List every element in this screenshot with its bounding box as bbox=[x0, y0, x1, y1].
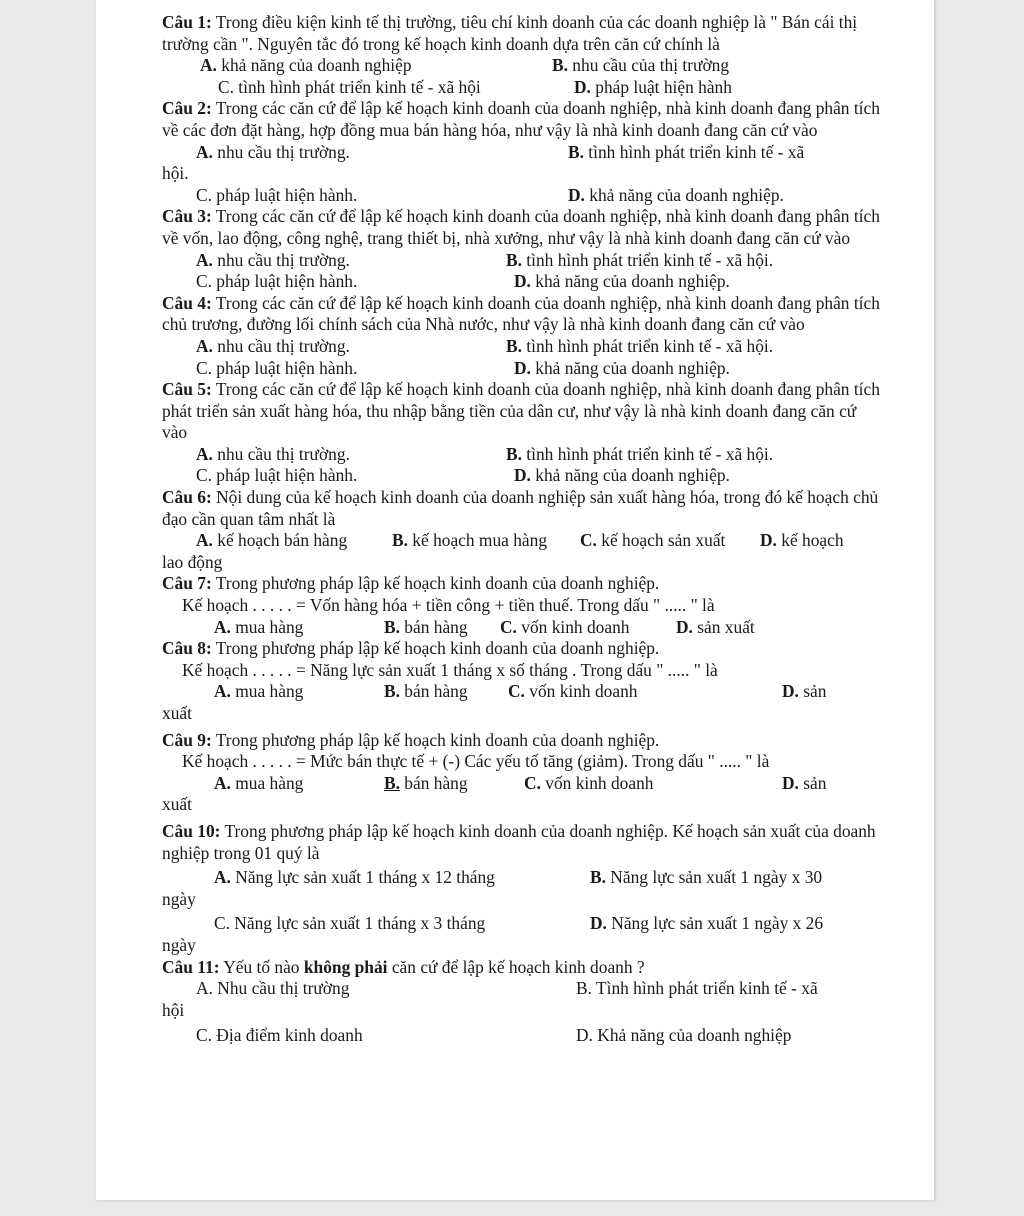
question-stem: Trong phương pháp lập kế hoạch kinh doanh của doanh nghiệp. Kế hoạch sản xuất của doanh nghiệp trong 01 quý là bbox=[162, 820, 876, 863]
question-number: Câu 3: bbox=[162, 206, 212, 227]
option-a: A. mua hàng bbox=[214, 616, 304, 637]
option-wrap: lao động bbox=[162, 551, 223, 572]
question-5 bbox=[162, 379, 882, 444]
option-c: C. pháp luật hiện hành. bbox=[196, 271, 358, 292]
question-number: Câu 2: bbox=[162, 98, 212, 119]
option-b: B. tình hình phát triển kinh tế - xã hội. bbox=[506, 249, 774, 270]
question-number: Câu 8: bbox=[162, 638, 212, 659]
option-wrap: hội bbox=[162, 999, 185, 1020]
option-b: B. bán hàng bbox=[384, 681, 468, 702]
question-stem: Trong các căn cứ để lập kế hoạch kinh doanh của doanh nghiệp, nhà kinh doanh đang phân tích về các đơn đặt hàng, hợp đồng mua bán hàng hóa, như vậy là nhà kinh doanh đang căn cứ vào bbox=[162, 98, 880, 140]
option-d: D. khả năng của doanh nghiệp. bbox=[514, 465, 730, 486]
question-7 bbox=[162, 573, 882, 595]
option-c: C. tình hình phát triển kinh tế - xã hội bbox=[218, 76, 481, 97]
option-d: D. kế hoạch bbox=[760, 530, 844, 551]
option-d: D. pháp luật hiện hành bbox=[574, 76, 732, 97]
option-wrap: ngày bbox=[162, 888, 196, 909]
option-b: B. tình hình phát triển kinh tế - xã hội. bbox=[506, 443, 774, 464]
options-row bbox=[162, 271, 882, 293]
options-row bbox=[162, 336, 882, 358]
option-a: A. nhu cầu thị trường. bbox=[196, 249, 350, 270]
options-row bbox=[162, 913, 882, 935]
option-d: D. Khả năng của doanh nghiệp bbox=[576, 1025, 792, 1046]
options-row bbox=[162, 77, 882, 99]
option-b: B. bán hàng bbox=[384, 772, 468, 793]
options-row bbox=[162, 681, 882, 703]
option-b: B. Tình hình phát triển kinh tế - xã bbox=[576, 978, 818, 999]
option-wrap: xuất bbox=[162, 703, 192, 723]
question-number: Câu 9: bbox=[162, 729, 212, 750]
options-row bbox=[162, 185, 882, 207]
option-c: C. Địa điểm kinh doanh bbox=[196, 1025, 363, 1046]
question-formula: Kế hoạch . . . . . = Mức bán thực tế + (-) Các yếu tố tăng (giảm). Trong dấu " ..... " là bbox=[182, 751, 770, 772]
option-b: B. kế hoạch mua hàng bbox=[392, 530, 548, 551]
options-row bbox=[162, 358, 882, 380]
option-b: B. nhu cầu của thị trường bbox=[552, 55, 730, 76]
question-6 bbox=[162, 487, 882, 530]
options-row bbox=[162, 142, 882, 164]
options-row bbox=[162, 867, 882, 889]
option-c: C. pháp luật hiện hành. bbox=[196, 465, 358, 486]
question-formula: Kế hoạch . . . . . = Năng lực sản xuất 1 tháng x số tháng . Trong dấu " ..... " là bbox=[182, 659, 718, 680]
options-row bbox=[162, 465, 882, 487]
question-3 bbox=[162, 206, 882, 249]
option-d: D. sản xuất bbox=[676, 616, 755, 637]
option-d: D. sản bbox=[782, 772, 827, 793]
question-number: Câu 11: bbox=[162, 956, 220, 977]
option-c: C. vốn kinh doanh bbox=[524, 772, 654, 793]
option-a: A. Nhu cầu thị trường bbox=[196, 978, 350, 999]
option-b: B. tình hình phát triển kinh tế - xã hội. bbox=[506, 335, 774, 356]
question-stem: Trong phương pháp lập kế hoạch kinh doanh của doanh nghiệp. bbox=[211, 729, 660, 750]
question-9 bbox=[162, 730, 882, 752]
emphasis-text: không phải bbox=[303, 956, 388, 977]
question-2 bbox=[162, 98, 882, 141]
option-a: A. kế hoạch bán hàng bbox=[196, 530, 348, 551]
question-number: Câu 4: bbox=[162, 292, 212, 313]
question-number: Câu 7: bbox=[162, 573, 212, 594]
option-c: C. vốn kinh doanh bbox=[508, 681, 638, 702]
option-a: A. nhu cầu thị trường. bbox=[196, 141, 350, 162]
question-number: Câu 1: bbox=[162, 12, 212, 32]
question-formula: Kế hoạch . . . . . = Vốn hàng hóa + tiền công + tiền thuế. Trong dấu " ..... " là bbox=[182, 595, 715, 616]
option-a: A. mua hàng bbox=[214, 772, 304, 793]
question-1 bbox=[162, 12, 882, 55]
option-c: C. Năng lực sản xuất 1 tháng x 3 tháng bbox=[214, 913, 486, 934]
option-a: A. nhu cầu thị trường. bbox=[196, 443, 350, 464]
option-c: C. kế hoạch sản xuất bbox=[580, 530, 726, 551]
question-number: Câu 5: bbox=[162, 379, 212, 400]
options-row bbox=[162, 250, 882, 272]
options-row bbox=[162, 978, 882, 1000]
question-number: Câu 10: bbox=[162, 820, 221, 841]
options-row bbox=[162, 444, 882, 466]
question-stem: Trong các căn cứ để lập kế hoạch kinh doanh của doanh nghiệp, nhà kinh doanh đang phân tích chủ trương, đường lối chính sách của Nhà nước, như vậy là nhà kinh doanh đang căn cứ vào bbox=[162, 292, 880, 335]
options-row bbox=[162, 55, 882, 77]
option-c: C. pháp luật hiện hành. bbox=[196, 184, 358, 205]
option-c: C. vốn kinh doanh bbox=[500, 616, 630, 637]
question-number: Câu 6: bbox=[162, 487, 212, 508]
option-d: D. khả năng của doanh nghiệp. bbox=[568, 184, 784, 205]
question-stem: Trong các căn cứ để lập kế hoạch kinh doanh của doanh nghiệp, nhà kinh doanh đang phân tích về vốn, lao động, công nghệ, trang thiết bị, nhà xưởng, như vậy là nhà kinh doanh đang căn cứ vào bbox=[162, 206, 880, 248]
option-a: A. nhu cầu thị trường. bbox=[196, 335, 350, 356]
option-d: D. sản bbox=[782, 681, 827, 702]
question-stem: Trong điều kiện kinh tế thị trường, tiêu chí kinh doanh của các doanh nghiệp là " Bán cái thị trường cần ". Nguyên tắc đó trong kế hoạch kinh doanh dựa trên căn cứ chính là bbox=[162, 12, 858, 54]
question-stem: Trong phương pháp lập kế hoạch kinh doanh của doanh nghiệp. bbox=[211, 638, 660, 659]
document-page bbox=[96, 0, 934, 1200]
option-a: A. mua hàng bbox=[214, 681, 304, 702]
question-stem: Trong các căn cứ để lập kế hoạch kinh doanh của doanh nghiệp, nhà kinh doanh đang phân tích phát triển sản xuất hàng hóa, thu nhập bằng tiền của dân cư, như vậy là nhà kinh doanh đang căn cứ vào bbox=[162, 379, 880, 443]
question-11: Câu 11: Yếu tố nào không phải căn cứ để lập kế hoạch kinh doanh ? bbox=[162, 956, 645, 977]
option-d: D. khả năng của doanh nghiệp. bbox=[514, 271, 730, 292]
options-row bbox=[162, 773, 882, 795]
question-10 bbox=[162, 821, 882, 864]
question-8 bbox=[162, 638, 882, 660]
option-d: D. Năng lực sản xuất 1 ngày x 26 bbox=[590, 913, 824, 934]
option-a: A. khả năng của doanh nghiệp bbox=[200, 55, 412, 76]
question-stem: Trong phương pháp lập kế hoạch kinh doanh của doanh nghiệp. bbox=[211, 573, 660, 594]
option-b: B. bán hàng bbox=[384, 616, 468, 637]
option-a: A. Năng lực sản xuất 1 tháng x 12 tháng bbox=[214, 867, 495, 888]
options-row bbox=[162, 530, 882, 552]
question-stem: Nội dung của kế hoạch kinh doanh của doanh nghiệp sản xuất hàng hóa, trong đó kế hoạch chủ đạo cần quan tâm nhất là bbox=[162, 487, 879, 529]
question-4 bbox=[162, 293, 882, 336]
options-row bbox=[162, 617, 882, 639]
option-wrap: xuất bbox=[162, 794, 192, 815]
document-content bbox=[162, 12, 882, 1047]
option-b: B. Năng lực sản xuất 1 ngày x 30 bbox=[590, 867, 823, 888]
option-d: D. khả năng của doanh nghiệp. bbox=[514, 357, 730, 378]
option-wrap: ngày bbox=[162, 934, 196, 955]
option-wrap: hội. bbox=[162, 163, 189, 184]
options-row bbox=[162, 1025, 882, 1047]
option-b: B. tình hình phát triển kinh tế - xã bbox=[568, 141, 805, 162]
option-c: C. pháp luật hiện hành. bbox=[196, 357, 358, 378]
